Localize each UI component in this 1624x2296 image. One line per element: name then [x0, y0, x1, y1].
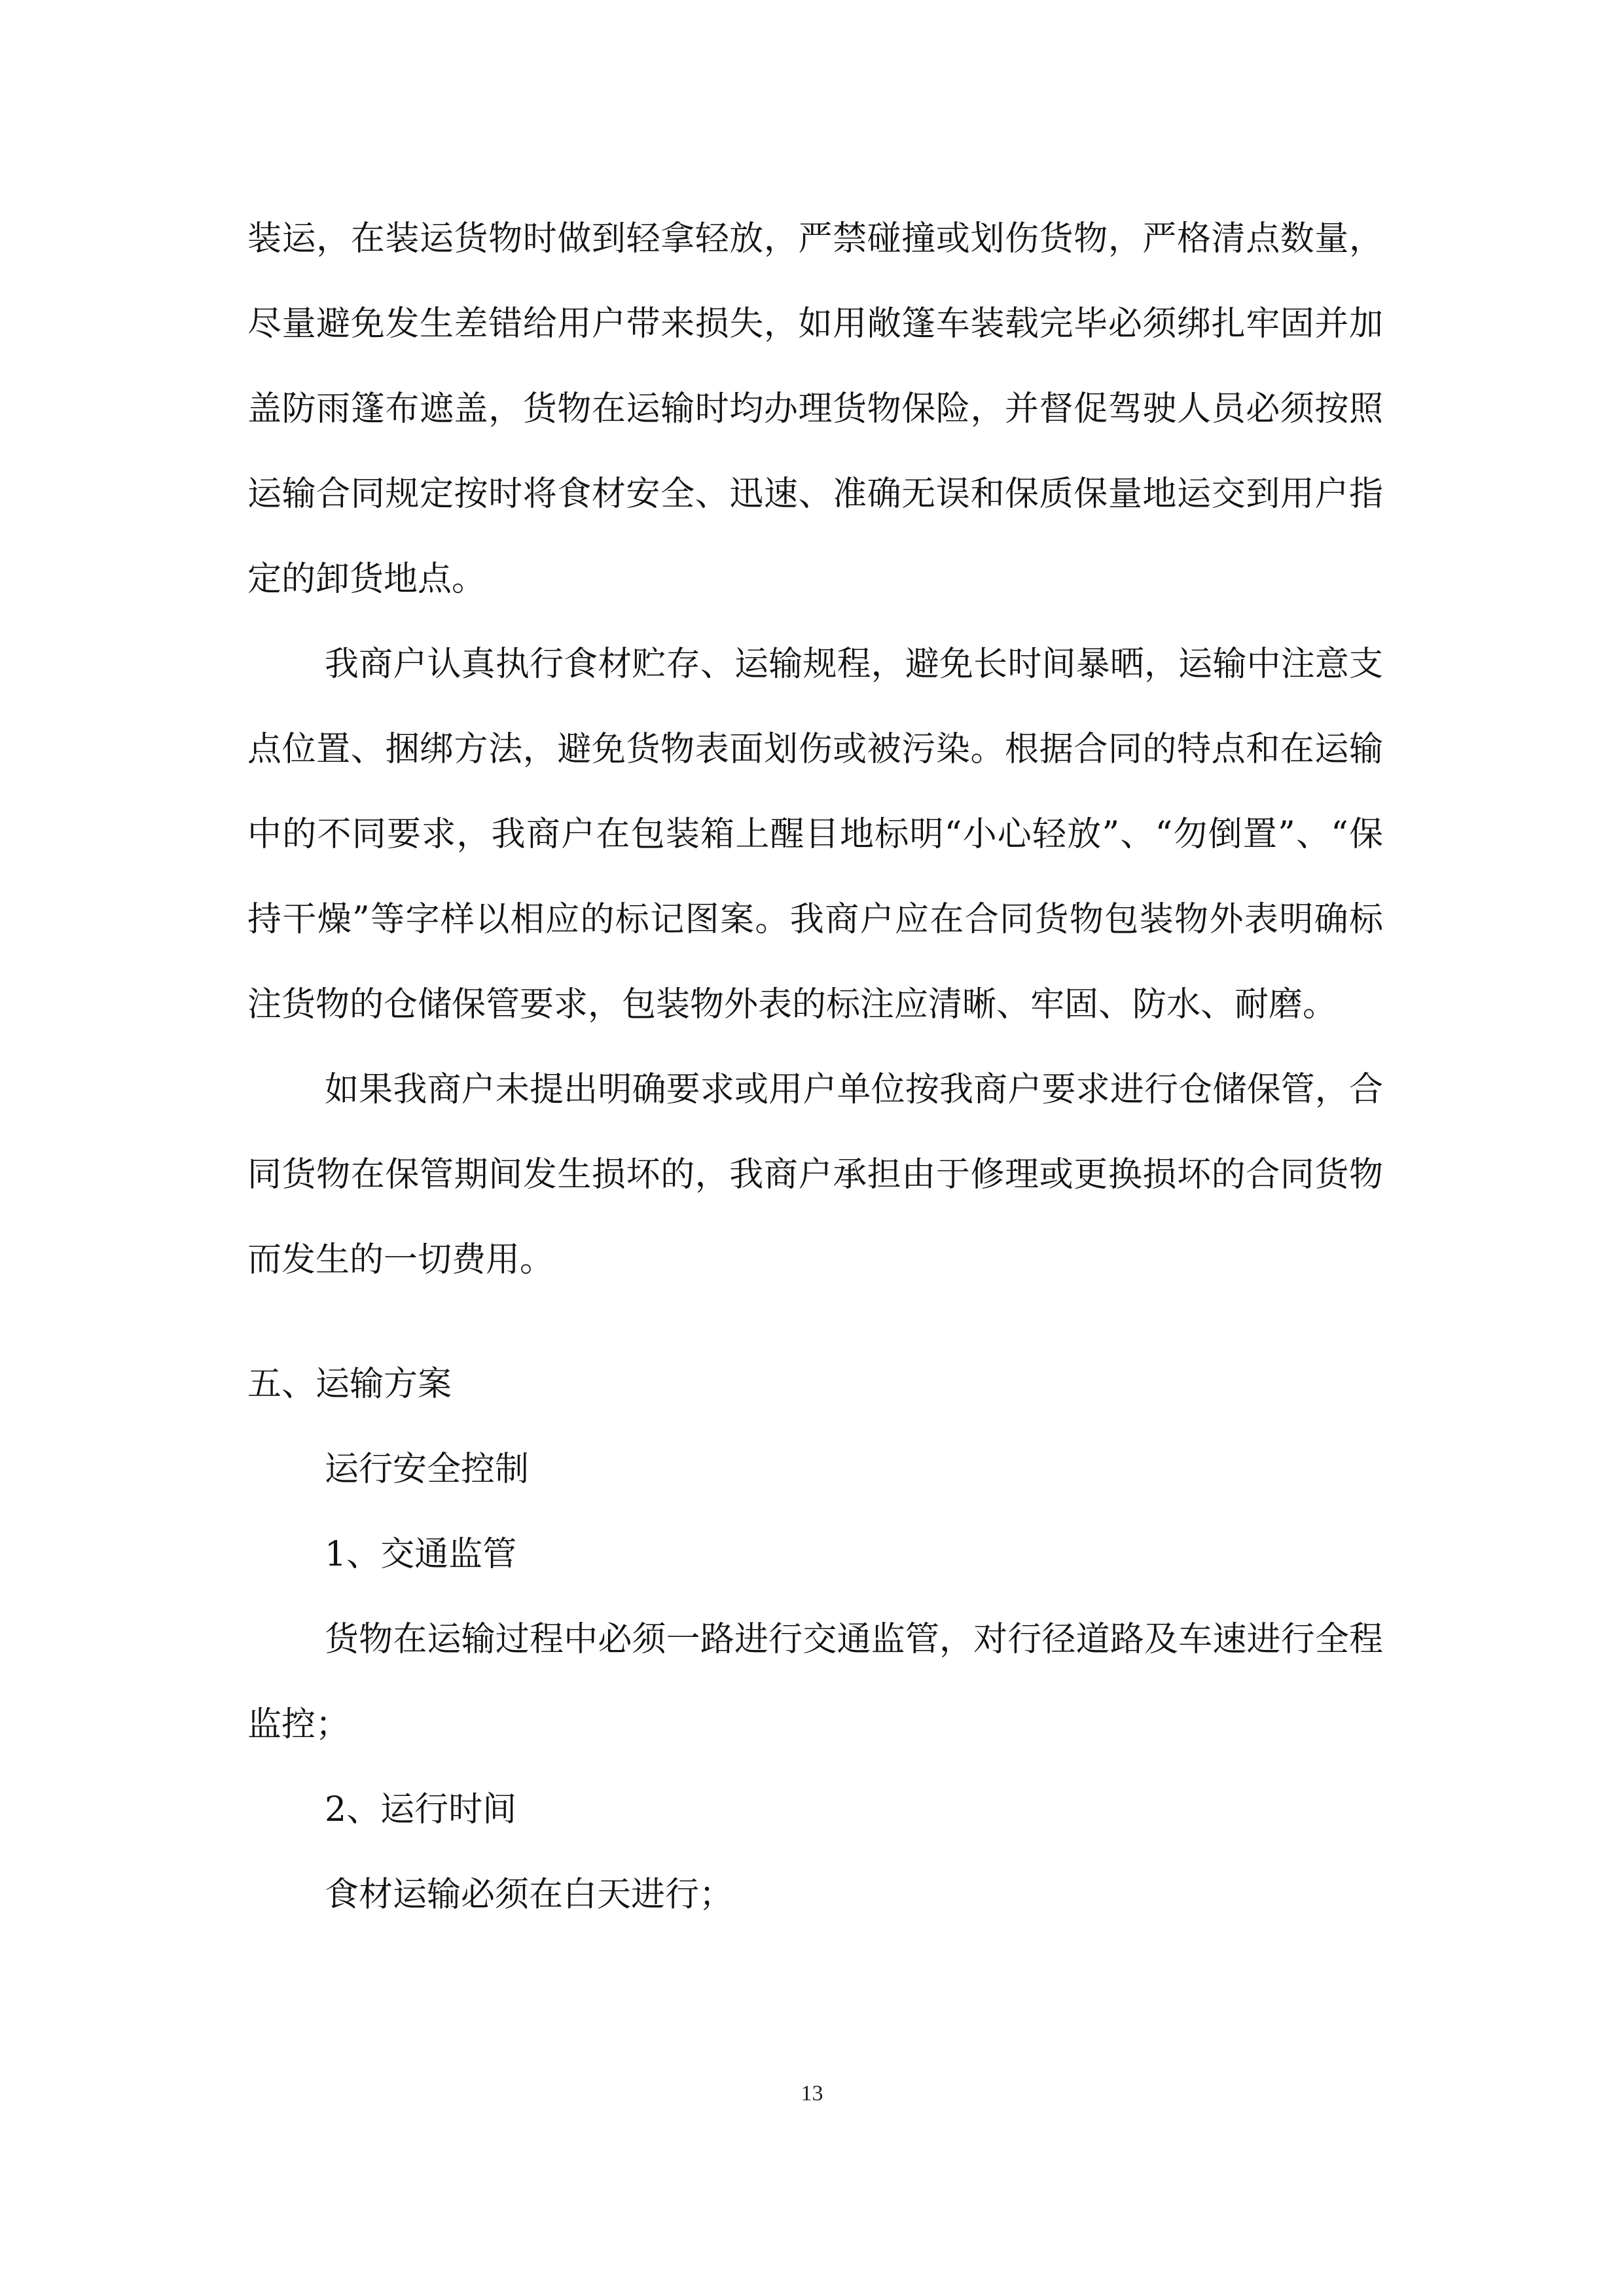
item-traffic-supervision-text: 货物在运输过程中必须一路进行交通监管，对行径道路及车速进行全程监控； — [247, 1620, 1383, 1744]
page-content — [247, 196, 1383, 1937]
section-heading-transport-plan: 五、运输方案 — [247, 1365, 452, 1404]
item-operating-time-text: 食材运输必须在白天进行； — [325, 1875, 734, 1914]
page-number: 13 — [801, 2081, 823, 2106]
paragraph-loading: 装运，在装运货物时做到轻拿轻放，严禁碰撞或划伤货物，严格清点数量，尽量避免发生差错给用户带来损失，如用敞篷车装载完毕必须绑扎牢固并加盖防雨篷布遮盖，货物在运输时均办理货物保险，并督促驾驶人员必须按照运输合同规定按时将食材安全、迅速、准确无误和保质保量地运交到用户指定的卸货地点。 — [247, 219, 1383, 599]
paragraph-storage-transport: 我商户认真执行食材贮存、运输规程，避免长时间暴晒，运输中注意支点位置、捆绑方法，避免货物表面划伤或被污染。根据合同的特点和在运输中的不同要求，我商户在包装箱上醒目地标明“小心轻放”、“勿倒置”、“保持干燥”等字样以相应的标记图案。我商户应在合同货物包装物外表明确标注货物的仓储保管要求，包装物外表的标注应清晰、牢固、防水、耐磨。 — [247, 645, 1383, 1024]
item-operating-time-title: 2、运行时间 — [325, 1790, 517, 1829]
subheading-safety-control: 运行安全控制 — [325, 1450, 530, 1489]
item-traffic-supervision-title: 1、交通监管 — [325, 1535, 517, 1574]
paragraph-damage-liability: 如果我商户未提出明确要求或用户单位按我商户要求进行仓储保管，合同货物在保管期间发生损坏的，我商户承担由于修理或更换损坏的合同货物而发生的一切费用。 — [247, 1070, 1383, 1280]
